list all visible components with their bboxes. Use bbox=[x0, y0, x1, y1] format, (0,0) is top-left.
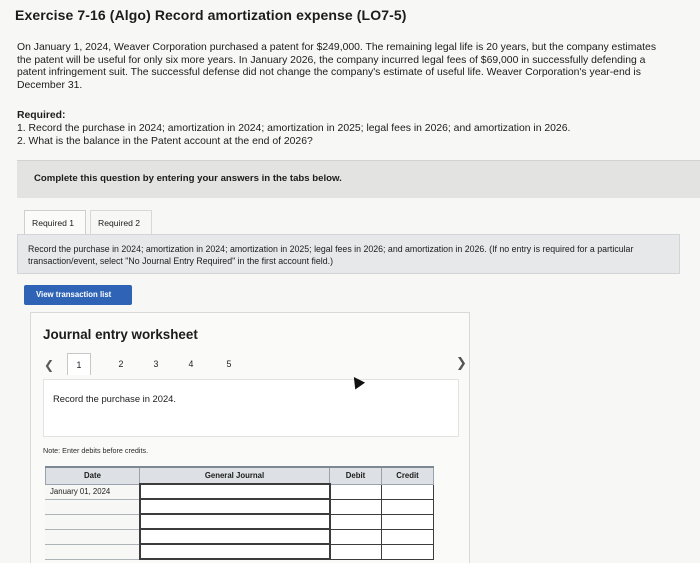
complete-prompt: Complete this question by entering your answers in the tabs below. bbox=[34, 173, 342, 184]
record-instruction-box bbox=[43, 379, 459, 437]
worksheet-pager bbox=[31, 348, 471, 378]
date-cell bbox=[46, 499, 140, 514]
complete-question-banner bbox=[17, 160, 700, 198]
chevron-right-icon[interactable]: ❯ bbox=[456, 355, 467, 370]
account-input[interactable] bbox=[140, 499, 330, 514]
account-input[interactable] bbox=[140, 484, 330, 499]
required-heading: Required: bbox=[17, 110, 66, 121]
record-text: Record the purchase in 2024. bbox=[53, 393, 176, 404]
date-cell: January 01, 2024 bbox=[46, 484, 140, 499]
account-input[interactable] bbox=[140, 514, 330, 529]
journal-entry-worksheet bbox=[30, 312, 470, 563]
chevron-left-icon[interactable]: ❮ bbox=[44, 358, 55, 372]
date-column-header: Date bbox=[46, 467, 140, 484]
journal-row bbox=[46, 514, 434, 529]
debit-column-header: Debit bbox=[330, 467, 382, 484]
credit-input[interactable] bbox=[382, 484, 434, 499]
credit-column-header: Credit bbox=[382, 467, 434, 484]
tab-required-1[interactable]: Required 1 bbox=[24, 210, 86, 235]
debits-note: Note: Enter debits before credits. bbox=[43, 446, 149, 455]
credit-input[interactable] bbox=[382, 514, 434, 529]
date-cell bbox=[46, 514, 140, 529]
view-transaction-list-button[interactable]: View transaction list bbox=[24, 285, 132, 305]
debit-input[interactable] bbox=[330, 484, 382, 499]
worksheet-title: Journal entry worksheet bbox=[43, 327, 198, 342]
credit-input[interactable] bbox=[382, 499, 434, 514]
journal-row bbox=[46, 529, 434, 544]
date-cell bbox=[46, 544, 140, 559]
debit-input[interactable] bbox=[330, 529, 382, 544]
journal-header-row bbox=[46, 467, 434, 484]
general-journal-column-header: General Journal bbox=[140, 467, 330, 484]
problem-statement: On January 1, 2024, Weaver Corporation purchased a patent for $249,000. The remaining legal life is 20 years, but the company estimates the patent will be useful for only six more years. In January 2026, the company incurred legal fees of $69,000 in successfully defending a patent infringement suit. The successful defense did not change the company's estimate of useful life. Weaver Corporation's year-end is December 31. bbox=[17, 42, 657, 91]
page-4-button[interactable]: 4 bbox=[188, 359, 194, 369]
debit-input[interactable] bbox=[330, 499, 382, 514]
debit-input[interactable] bbox=[330, 544, 382, 559]
page-3-button[interactable]: 3 bbox=[153, 359, 159, 369]
journal-row bbox=[46, 484, 434, 499]
credit-input[interactable] bbox=[382, 544, 434, 559]
requirement-1: 1. Record the purchase in 2024; amortization in 2024; amortization in 2025; legal fees in 2026; and amortization in 2026. bbox=[17, 123, 571, 134]
requirement-2: 2. What is the balance in the Patent account at the end of 2026? bbox=[17, 135, 313, 147]
page-5-button[interactable]: 5 bbox=[226, 359, 232, 369]
journal-table bbox=[45, 466, 434, 560]
date-cell bbox=[46, 529, 140, 544]
account-input[interactable] bbox=[140, 544, 330, 559]
journal-row bbox=[46, 544, 434, 559]
credit-input[interactable] bbox=[382, 529, 434, 544]
requirements-list bbox=[17, 123, 667, 148]
page-title: Exercise 7-16 (Algo) Record amortization expense (LO7-5) bbox=[15, 7, 407, 23]
instruction-box bbox=[17, 234, 680, 274]
page-2-button[interactable]: 2 bbox=[118, 359, 124, 369]
debit-input[interactable] bbox=[330, 514, 382, 529]
page-1-button[interactable]: 1 bbox=[67, 353, 91, 375]
journal-row bbox=[46, 499, 434, 514]
account-input[interactable] bbox=[140, 529, 330, 544]
instruction-text: Record the purchase in 2024; amortization in 2024; amortization in 2025; legal fees in 2026; and amortization in 2026. (If no entry is required for a particular transaction/event, select "No Journal Entry Required" in the first account field.) bbox=[28, 244, 634, 266]
tab-required-2[interactable]: Required 2 bbox=[90, 210, 152, 235]
